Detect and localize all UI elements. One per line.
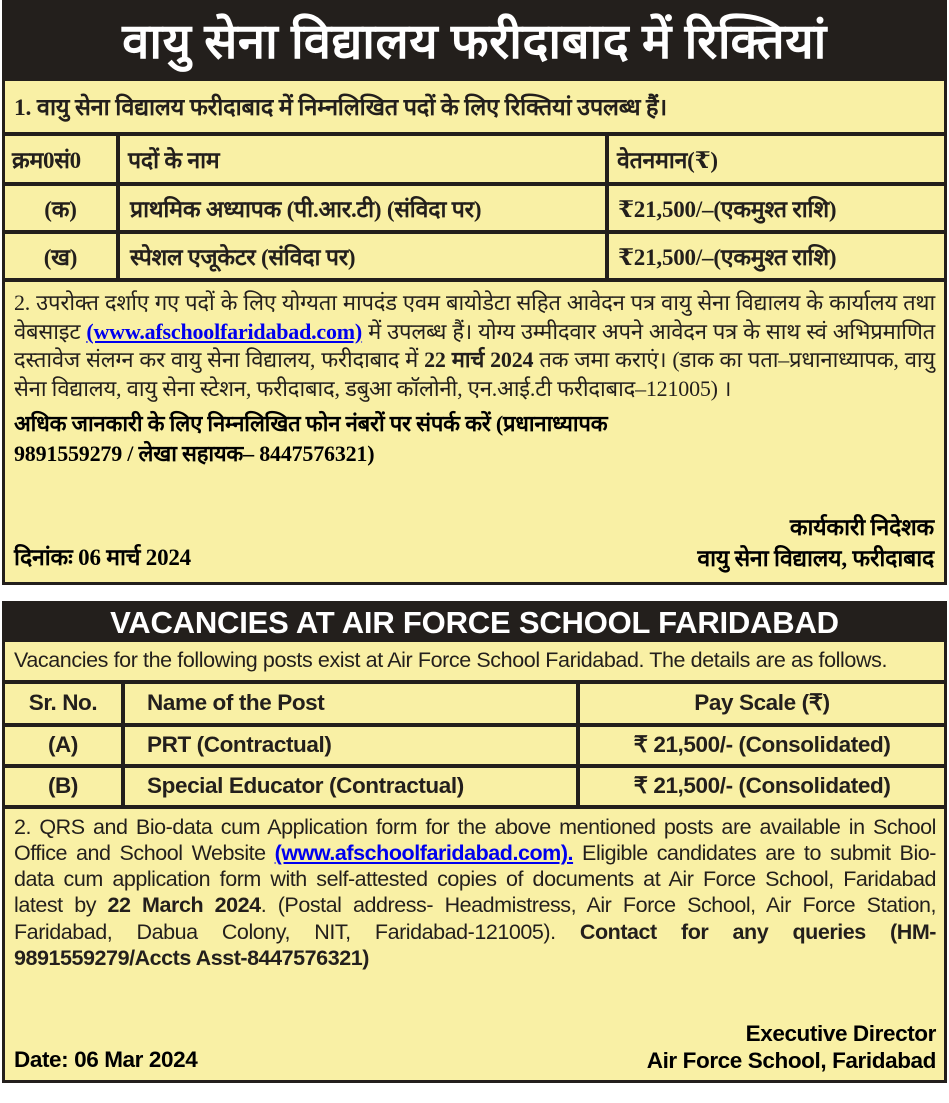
english-row0-sr: (A) — [5, 725, 123, 766]
english-title-band: VACANCIES AT AIR FORCE SCHOOL FARIDABAD — [5, 604, 944, 642]
hindi-contact-line2: 9891559279 / लेखा सहायक– 8447576321) — [14, 441, 375, 467]
hindi-intro-line: 1. वायु सेना विद्यालय फरीदाबाद में निम्नलिखित पदों के लिए रिक्तियां उपलब्ध हैं। — [5, 81, 944, 136]
hindi-row0-pay: ₹21,500/–(एकमुश्त राशि) — [607, 184, 944, 232]
hindi-header-sr: क्रम0सं0 — [5, 136, 118, 184]
english-row1-sr: (B) — [5, 766, 123, 807]
hindi-details-paragraph — [5, 282, 944, 403]
hindi-contact-line1: अधिक जानकारी के लिए निम्नलिखित फोन नंबरों पर संपर्क करें (प्रधानाध्यापक — [14, 411, 608, 437]
hindi-row0-sr: (क) — [5, 184, 118, 232]
table-row — [5, 232, 944, 280]
hindi-date: दिनांकः 06 मार्च 2024 — [14, 545, 191, 570]
hindi-signature-org: वायु सेना विद्यालय, फरीदाबाद — [697, 545, 934, 571]
english-date: Date: 06 Mar 2024 — [14, 1047, 198, 1072]
hindi-title-band: वायु सेना विद्यालय फरीदाबाद में रिक्तियां — [5, 3, 944, 81]
hindi-row1-pay: ₹21,500/–(एकमुश्त राशि) — [607, 232, 944, 280]
english-para-part1: 2. QRS and Bio-data cum Application form for the above mentioned posts are available in School Office and School Website — [14, 814, 936, 865]
hindi-footer-row — [5, 513, 944, 574]
hindi-para-part3: तक जमा कराएं। (डाक का पता–प्रधानाध्यापक, वायु सेना विद्यालय, वायु सेना स्टेशन, फरीदाबाद, डबुआ कॉलोनी, एन.आई.टी फरीदाबाद–121005) । — [14, 347, 935, 401]
hindi-header-pay: वेतनमान(₹) — [607, 136, 944, 184]
hindi-para-part1: 2. उपरोक्त दर्शाए गए पदों के लिए योग्यता मापदंड एवम बायोडेटा सहित आवेदन पत्र वायु सेना विद्यालय के कार्यालय तथा वेबसाइट — [14, 290, 935, 344]
english-notice-panel — [2, 601, 947, 1083]
english-signature-block — [647, 1020, 936, 1074]
english-vacancy-table — [5, 684, 944, 809]
english-signature-title: Executive Director — [745, 1021, 936, 1046]
english-row0-pay: ₹ 21,500/- (Consolidated) — [578, 725, 944, 766]
english-footer-row — [5, 1020, 944, 1074]
english-para-part2: Eligible candidates are to submit Bio-data cum application form with self-attested copies of documents at Air Force School, Faridabad latest by — [14, 840, 936, 918]
hindi-para-part2: में उपलब्ध हैं। योग्य उम्मीदवार अपने आवेदन पत्र के साथ स्वं अभिप्रमाणित दस्तावेज संलग्न कर वायु सेना विद्यालय, फरीदाबाद में — [14, 318, 935, 373]
english-deadline: 22 March 2024 — [107, 893, 261, 918]
hindi-contact-block — [5, 403, 944, 468]
english-row0-post: PRT (Contractual) — [123, 725, 578, 766]
english-signature-org: Air Force School, Faridabad — [646, 1048, 936, 1073]
table-row — [5, 184, 944, 232]
table-row — [5, 766, 944, 807]
hindi-signature-block — [697, 513, 934, 574]
hindi-notice-panel — [2, 0, 947, 585]
english-row1-post: Special Educator (Contractual) — [123, 766, 578, 807]
english-details-paragraph — [5, 809, 944, 971]
english-header-sr: Sr. No. — [5, 684, 123, 725]
hindi-row1-sr: (ख) — [5, 232, 118, 280]
hindi-deadline: 22 मार्च 2024 — [424, 347, 534, 373]
english-header-post: Name of the Post — [123, 684, 578, 725]
english-header-pay: Pay Scale (₹) — [578, 684, 944, 725]
hindi-vacancy-table — [5, 136, 944, 282]
english-website-link[interactable]: (www.afschoolfaridabad.com). — [274, 840, 574, 865]
table-header-row — [5, 136, 944, 184]
english-intro-line: Vacancies for the following posts exist at Air Force School Faridabad. The details are as follows. — [5, 642, 944, 684]
english-para-part3: . (Postal address- Headmistress, Air Force School, Air Force Station, Faridabad, Dabua Colony, NIT, Faridabad-121005). — [14, 893, 936, 944]
english-contact-text: Contact for any queries (HM- 9891559279/Accts Asst-8447576321) — [14, 919, 936, 970]
english-row1-pay: ₹ 21,500/- (Consolidated) — [578, 766, 944, 807]
hindi-signature-title: कार्यकारी निदेशक — [789, 515, 934, 541]
hindi-row1-post: स्पेशल एजूकेटर (संविदा पर) — [118, 232, 607, 280]
hindi-header-post: पदों के नाम — [118, 136, 607, 184]
table-row — [5, 725, 944, 766]
table-header-row — [5, 684, 944, 725]
hindi-website-link[interactable]: (www.afschoolfaridabad.com) — [86, 318, 363, 344]
hindi-row0-post: प्राथमिक अध्यापक (पी.आर.टी) (संविदा पर) — [118, 184, 607, 232]
